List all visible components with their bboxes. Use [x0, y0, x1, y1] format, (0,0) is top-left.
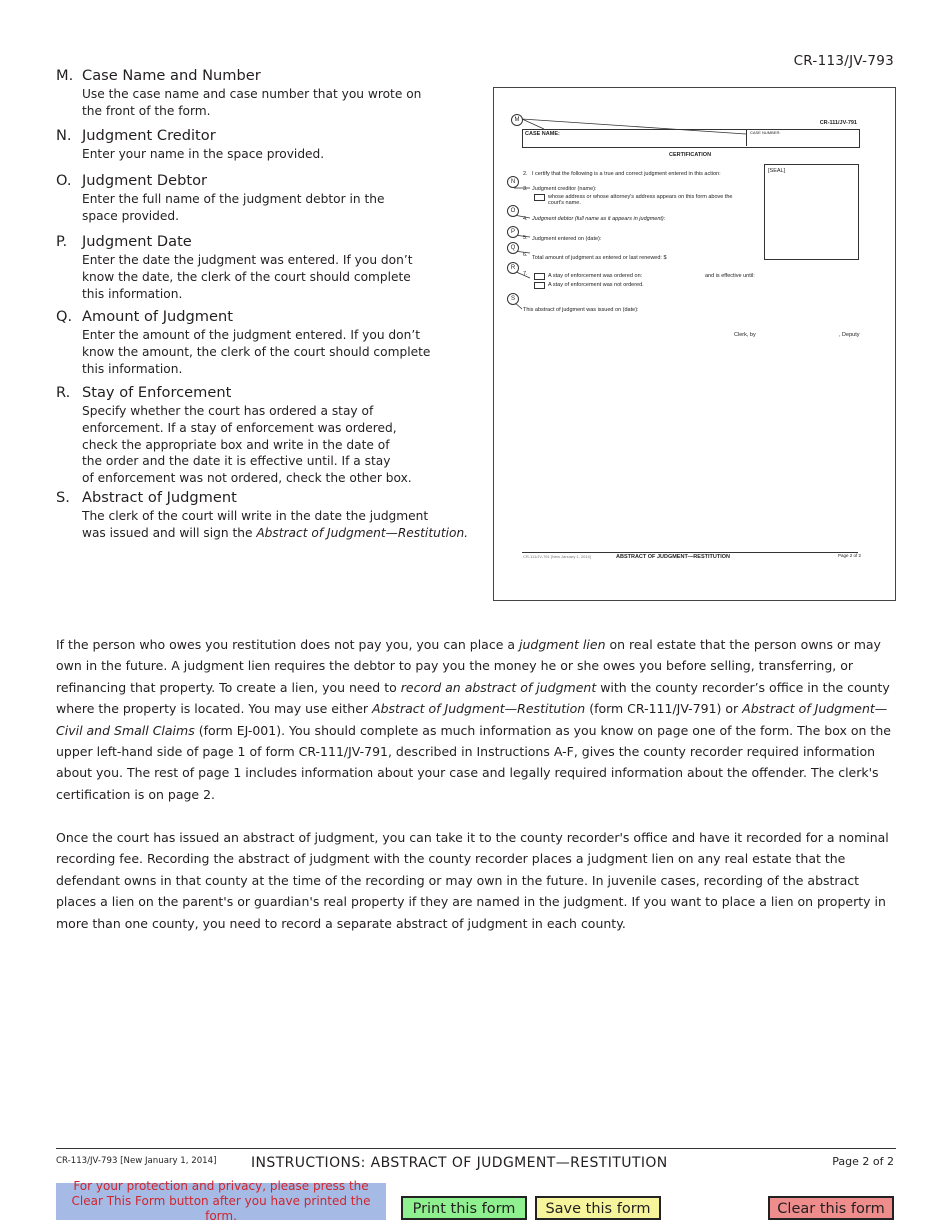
sample-item2: I certify that the following is a true and correct judgment entered in this action:: [532, 171, 721, 177]
instruction-body: [56, 146, 486, 163]
instruction-line: Enter the full name of the judgment debtor in the: [82, 192, 385, 206]
text-italic: record an abstract of judgment: [400, 679, 597, 695]
sample-checkbox: [534, 273, 545, 280]
instruction-heading: [56, 308, 486, 326]
sample-item3c: court's name.: [548, 200, 581, 206]
instruction-heading: [56, 172, 486, 190]
sample-num: 5.: [523, 235, 528, 241]
instruction-letter: S.: [56, 489, 70, 506]
instruction-letter: N.: [56, 127, 72, 144]
instruction-item: [56, 308, 486, 377]
instruction-line: know the amount, the clerk of the court should complete: [82, 344, 431, 359]
instruction-line: check the appropriate box and write in the date of: [82, 437, 390, 452]
marker-circle: M: [511, 114, 523, 126]
instruction-line: [82, 525, 486, 542]
instruction-line: Enter the amount of the judgment entered. If you don’t: [82, 328, 421, 342]
text: on real estate that the person owns or may own in the future. A judgment lien requires the debtor to pay you the money he or she owes you before selling, transferring, or refinancing that property. To create a lien, you need to: [56, 637, 881, 695]
sample-seal-box: [764, 164, 859, 260]
instruction-body: [56, 508, 486, 542]
instruction-title: Amount of Judgment: [82, 308, 233, 325]
form-code: CR-113/JV-793: [793, 53, 894, 69]
instruction-line: The clerk of the court will write in the date the judgment: [82, 509, 429, 523]
instruction-line: this information.: [82, 361, 183, 376]
instruction-heading: [56, 67, 486, 85]
clear-button[interactable]: Clear this form: [768, 1196, 894, 1220]
privacy-notice-text: For your protection and privacy, please press the Clear This Form button after you have printed the form.: [71, 1179, 371, 1223]
text: with the county recorder’s office in the county where the property is located. You may use either: [56, 679, 890, 717]
instruction-body: [56, 252, 486, 302]
instruction-letter: R.: [56, 384, 71, 401]
sample-form-id: CR-111/JV-791: [819, 120, 857, 126]
sample-num: 3.: [523, 186, 528, 192]
instruction-letter: O.: [56, 172, 72, 189]
sample-item7a: A stay of enforcement was ordered on:: [548, 273, 643, 279]
sample-checkbox: [534, 282, 545, 289]
sample-item4: Judgment debtor (full name as it appears in judgment):: [532, 216, 666, 222]
instruction-item: [56, 384, 486, 487]
instruction-title: Judgment Creditor: [82, 127, 216, 144]
privacy-notice: [56, 1179, 386, 1223]
sample-certification: CERTIFICATION: [669, 152, 712, 158]
print-button[interactable]: Print this form: [401, 1196, 527, 1220]
instruction-body: [56, 327, 486, 377]
instruction-letter: Q.: [56, 308, 73, 325]
instruction-line: Enter the date the judgment was entered. If you don’t: [82, 253, 413, 267]
sample-item3: Judgment creditor (name):: [532, 186, 597, 192]
text: If the person who owes you restitution does not pay you, you can place a: [56, 637, 519, 652]
sample-seal: [SEAL]: [768, 168, 786, 174]
sample-num: 2.: [523, 171, 528, 177]
marker-circle: N: [507, 176, 519, 188]
sample-item7b: A stay of enforcement was not ordered.: [548, 282, 644, 288]
instruction-heading: [56, 489, 486, 507]
instruction-heading: [56, 127, 486, 145]
sample-caption-divider: [746, 129, 747, 146]
instruction-heading: [56, 233, 486, 251]
instruction-line: space provided.: [82, 208, 180, 223]
instruction-line: know the date, the clerk of the court should complete: [82, 269, 411, 284]
instruction-item: [56, 172, 486, 225]
text-italic: Abstract of Judgment—Civil and Small Claims: [56, 701, 888, 738]
instruction-item: [56, 489, 486, 542]
footer-form-code: CR-113/JV-793 [New January 1, 2014]: [56, 1156, 217, 1166]
sample-footer-title: ABSTRACT OF JUDGMENT—RESTITUTION: [616, 554, 730, 560]
instruction-line: Use the case name and case number that you wrote on: [82, 87, 422, 101]
sample-footer-left: CR-111/JV-791 [New January 1, 2014]: [523, 554, 591, 559]
text: (form CR-111/JV-791) or: [585, 701, 743, 717]
sample-clerk: Clerk, by: [734, 332, 756, 338]
instruction-title: Abstract of Judgment: [82, 489, 237, 506]
text: (form EJ-001). You should complete as much information as you know on page one of the form. The box on the upper left-hand side of page 1 of form CR-111/JV-791, described in Instructions A-F, gives the county recorder required information about you. The rest of page 1 includes information about your case and legally required information about the offender. The clerk's certification is on page 2.: [56, 722, 891, 802]
instruction-line: enforcement. If a stay of enforcement was ordered,: [82, 420, 397, 435]
instruction-line-text: was issued and will sign the: [82, 525, 257, 540]
paragraph-judgment-lien: [56, 634, 898, 805]
footer-rule: [56, 1148, 896, 1149]
marker-circle: R: [507, 262, 519, 274]
sample-issued: This abstract of judgment was issued on (date):: [523, 307, 639, 313]
sample-checkbox: [534, 194, 545, 201]
instruction-title: Case Name and Number: [82, 67, 261, 84]
sample-footer-rule: [522, 552, 858, 553]
sample-num: 6.: [523, 252, 528, 258]
sample-item5: Judgment entered on (date):: [532, 236, 602, 242]
instruction-item: [56, 233, 486, 302]
instruction-line: the front of the form.: [82, 103, 211, 118]
sample-num: 7.: [523, 271, 528, 277]
sample-footer-page: Page 2 of 2: [837, 553, 861, 558]
instruction-item: [56, 127, 486, 163]
sample-form-image: [493, 87, 896, 601]
marker-circle: O: [507, 205, 519, 217]
marker-circle: P: [507, 226, 519, 238]
footer-page-number: Page 2 of 2: [832, 1155, 894, 1168]
save-button[interactable]: Save this form: [535, 1196, 661, 1220]
marker-circle: Q: [507, 242, 519, 254]
instruction-title: Judgment Debtor: [82, 172, 208, 189]
text-italic: judgment lien: [519, 637, 606, 652]
sample-num: 4.: [523, 216, 528, 222]
instruction-body: [56, 86, 486, 120]
text-italic: Abstract of Judgment—Restitution: [372, 701, 586, 717]
instruction-title: Judgment Date: [82, 233, 192, 250]
instruction-body: [56, 191, 486, 225]
instruction-line: Enter your name in the space provided.: [82, 147, 325, 161]
instruction-form-title: Abstract of Judgment—Restitution.: [256, 525, 469, 540]
instruction-line: the order and the date it is effective until. If a stay: [82, 454, 391, 469]
instruction-item: [56, 67, 486, 120]
sample-case-name-label: CASE NAME:: [525, 131, 560, 137]
sample-deputy: , Deputy: [839, 332, 860, 338]
sample-item6: Total amount of judgment as entered or last renewed: $: [532, 255, 667, 261]
instruction-heading: [56, 384, 486, 402]
instruction-line: this information.: [82, 286, 183, 301]
instruction-line: Specify whether the court has ordered a stay of: [82, 404, 374, 418]
sample-item3b: whose address or whose attorney's address appears on this form above the: [548, 194, 733, 200]
footer-title: INSTRUCTIONS: ABSTRACT OF JUDGMENT—RESTITUTION: [251, 1155, 668, 1171]
marker-circle: S: [507, 293, 519, 305]
instruction-title: Stay of Enforcement: [82, 384, 232, 401]
sample-caption-box: [522, 129, 860, 148]
instruction-letter: M.: [56, 67, 74, 84]
instruction-line: of enforcement was not ordered, check the other box.: [82, 471, 412, 486]
sample-case-number-label: CASE NUMBER:: [750, 130, 781, 135]
instruction-body: [56, 403, 486, 487]
sample-item7a-end: and is effective until:: [705, 273, 755, 279]
paragraph-recording: Once the court has issued an abstract of judgment, you can take it to the county recorder's office and have it recorded for a nominal recording fee. Recording the abstract of judgment with the county recorder places a judgment lien on any real estate that the defendant owns in that county at the time of the recording or may own in the future. In juvenile cases, recording of the abstract places a lien on the parent's or guardian's real property if they are named in the judgment. If you want to place a lien on property in more than one county, you need to record a separate abstract of judgment in each county.: [56, 830, 889, 931]
instruction-letter: P.: [56, 233, 68, 250]
